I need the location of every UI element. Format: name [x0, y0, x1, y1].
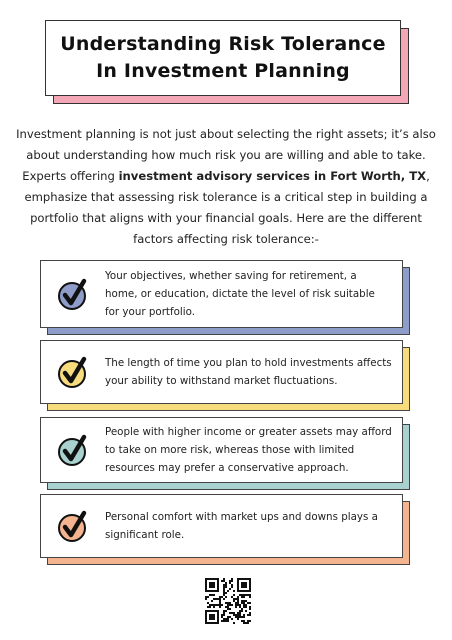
intro-text-after: , emphasize that assessing risk tolerance is a critical step in building a portfolio that aligns with your financial goals. Here are the different factors affecting risk tolerance:-: [24, 169, 430, 246]
factor-text: The length of time you plan to hold investments affects your ability to withstand market fluctuations.: [105, 357, 392, 387]
title-box: [45, 20, 401, 96]
factor-card-body: [40, 340, 403, 404]
intro-paragraph: [14, 124, 438, 250]
page-title-line-2: In Investment Planning: [96, 60, 350, 82]
factor-card-4: [40, 494, 410, 566]
check-circle-icon: [41, 355, 105, 389]
check-circle-icon: [41, 509, 105, 543]
check-circle-icon: [41, 277, 105, 311]
factor-card-3: [40, 417, 410, 489]
page-title: [60, 31, 385, 85]
title-block: [45, 20, 409, 104]
page-title-line-1: Understanding Risk Tolerance: [60, 33, 386, 55]
factor-card-body: [40, 417, 403, 483]
factor-text: Personal comfort with market ups and downs plays a significant role.: [105, 511, 378, 541]
check-circle-icon: [41, 433, 105, 467]
factor-text: People with higher income or greater assets may afford to take on more risk, whereas those with limited resources may prefer a conservative approach.: [105, 426, 392, 474]
factor-card-body: [40, 494, 403, 558]
qr-code-icon: [205, 578, 251, 624]
intro-text-before: Investment planning is not just about selecting the right assets; it’s also about understanding how much risk you are willing and able to take. Experts offering: [16, 127, 436, 183]
factor-card-1: [40, 260, 410, 335]
factor-text: Your objectives, whether saving for retirement, a home, or education, dictate the level of risk suitable for your portfolio.: [105, 270, 375, 318]
factor-card-body: [40, 260, 403, 328]
factor-card-2: [40, 340, 410, 410]
intro-highlight: investment advisory services in Fort Worth, TX: [118, 169, 427, 183]
